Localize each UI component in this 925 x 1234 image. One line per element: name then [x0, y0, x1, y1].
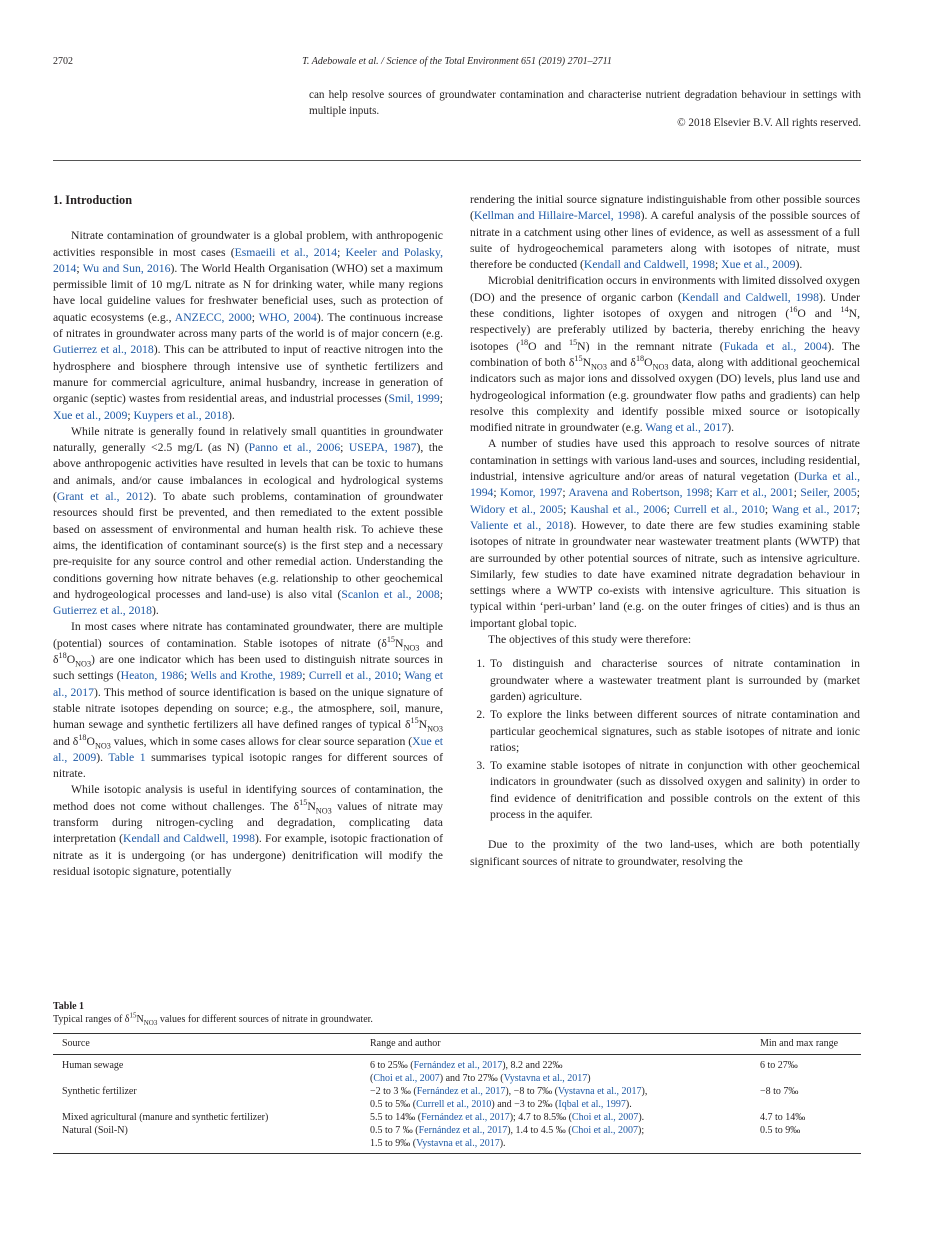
citation-link[interactable]: WHO, 2004	[258, 310, 317, 324]
list-item: 3. To examine stable isotopes of nitrate in conjunction with other geochemical indicators in groundwater (such as dissolved oxygen and salinity) in order to find evidence of denitrification and possible controls on the extent of this process in the aquifer.	[488, 758, 860, 823]
citation-link[interactable]: Karr et al., 2001	[715, 486, 794, 500]
citation-link[interactable]: Scanlon et al., 2008	[341, 587, 440, 601]
citation-link[interactable]: Choi et al., 2007	[373, 1073, 440, 1084]
citation-link[interactable]: Xue et al., 2009	[53, 734, 444, 764]
citation-link[interactable]: Xue et al., 2009	[53, 408, 128, 422]
citation-link[interactable]: Gutierrez et al., 2018	[53, 604, 152, 618]
running-header	[53, 56, 861, 72]
right-column	[470, 192, 860, 870]
citation-link[interactable]: Vystavna et al., 2017	[416, 1138, 500, 1149]
column-header: Source	[53, 1034, 361, 1055]
citation-link[interactable]: ANZECC, 2000	[174, 310, 252, 324]
citation-link[interactable]: Fernández et al., 2017	[421, 1112, 510, 1123]
table-cell: 0.5 to 7 ‰ (Fernández et al., 2017), 1.4 to 4.5 ‰ (Choi et al., 2007); 1.5 to 9‰ (Vystavna et al., 2017).	[361, 1124, 751, 1154]
table-cell: Human sewage	[62, 1060, 124, 1071]
citation-link[interactable]: Vystavna et al., 2017	[557, 1086, 642, 1097]
section-heading: 1. Introduction	[53, 193, 133, 207]
table-header-row	[53, 1034, 861, 1055]
table-caption	[53, 1000, 861, 1026]
citation-link[interactable]: Wang et al., 2017	[53, 669, 444, 699]
citation-link[interactable]: Kaushal et al., 2006	[570, 502, 667, 516]
citation-link[interactable]: Fernández et al., 2017	[416, 1086, 506, 1097]
citation-link[interactable]: Widory et al., 2005	[470, 502, 564, 516]
table-row	[53, 1085, 861, 1111]
isotope-ranges-table	[53, 1033, 861, 1154]
table-link[interactable]: Table 1	[108, 750, 146, 764]
citation-link[interactable]: Esmaeili et al., 2014	[234, 245, 338, 259]
citation-link[interactable]: Aravena and Robertson, 1998	[568, 486, 710, 500]
paragraph: A number of studies have used this approach to resolve sources of nitrate contamination in settings with various land-uses and sources, including residential, industrial, intensive agriculture and/or areas of natural vegetation (Durka et al., 1994; Komor, 1997; Aravena and Robertson, 1998; Karr et al., 2001; Seiler, 2005; Widory et al., 2005; Kaushal et al., 2006; Currell et al., 2010; Wang et al., 2017; Valiente et al., 2018). However, to date there are few studies examining stable isotopes of nitrate in groundwater near wastewater treatment plants (WWTP) that are surrounded by other potential sources of nitrate, such as intensive agriculture. Similarly, few studies to date have examined nitrate degradation behaviour in settings where a WWTP co-exists with intensive agriculture. This situation is typical within ‘peri-urban’ land (e.g. on the outer fringes of cities) and is thus an important global topic.	[470, 437, 860, 630]
table-cell: Natural (Soil-N)	[53, 1124, 361, 1154]
left-column	[53, 192, 443, 880]
paragraph: Nitrate contamination of groundwater is a global problem, with anthropogenic activities responsible in most cases (Esmaeili et al., 2014; Keeler and Polasky, 2014; Wu and Sun, 2016). The World Health Organisation (WHO) set a maximum permissible limit of 10 mg/L nitrate as N for drinking water, while many regions have local guideline values for freshwater beneficial uses, such as protection of aquatic ecosystems (e.g., ANZECC, 2000; WHO, 2004). The continuous increase of nitrates in groundwater across many parts of the world is of major concern (e.g. Gutierrez et al., 2018). This can be attributed to input of reactive nitrogen into the hydrosphere and biosphere through intensive use of synthetic fertilizers and manure for commercial agriculture, animal husbandry, increase in generation of organic (septic) wastes from residential areas, and industrial processes (Smil, 1999; Xue et al., 2009; Kuypers et al., 2018).	[53, 229, 444, 422]
running-title: T. Adebowale et al. / Science of the Total Environment 651 (2019) 2701–2711	[302, 56, 612, 67]
citation-link[interactable]: Fernández et al., 2017	[418, 1125, 508, 1136]
table-cell: Mixed agricultural (manure and synthetic fertilizer)	[62, 1112, 269, 1123]
citation-link[interactable]: Currell et al., 2010	[308, 669, 398, 683]
citation-link[interactable]: Currell et al., 2010	[416, 1099, 492, 1110]
objectives-list	[470, 656, 860, 823]
copyright-notice: © 2018 Elsevier B.V. All rights reserved.	[677, 117, 861, 129]
citation-link[interactable]: Heaton, 1986	[120, 669, 185, 683]
paragraph: While nitrate is generally found in relatively small quantities in groundwater naturally, generally <2.5 mg/L (as N) (Panno et al., 2006; USEPA, 1987), the above anthropogenic activities have resulted in levels that can be toxic to humans and animals, and/or cause imbalances in ecological and hydrological systems (Grant et al., 2012). To abate such problems, contamination of groundwater resources should first be prevented, and then remediated to the extent possible based on assessment of environmental and human health risk. To achieve these aims, the identification of contaminant source(s) is the first step and a necessary pre-requisite for any source control and other remedial action. Understanding the conditions governing how nitrate behaves (e.g. relationship to other geochemical and hydrogeological processes and land-use) is also vital (Scanlon et al., 2008; Gutierrez et al., 2018).	[53, 424, 444, 618]
citation-link[interactable]: Valiente et al., 2018	[470, 518, 570, 532]
citation-link[interactable]: Kendall and Caldwell, 1998	[681, 290, 819, 304]
citation-link[interactable]: USEPA, 1987	[348, 441, 417, 455]
table-cell: 6 to 25‰ (Fernández et al., 2017), 8.2 and 22‰ (Choi et al., 2007) and 7to 27‰ (Vystavna et al., 2017)	[370, 1060, 591, 1084]
table-cell: −2 to 3 ‰ (Fernández et al., 2017), −8 to 7‰ (Vystavna et al., 2017), 0.5 to 5‰ (Currell et al., 2010) and −3 to 2‰ (Iqbal et al., 1997).	[370, 1086, 648, 1110]
citation-link[interactable]: Durka et al., 1994	[470, 470, 860, 500]
citation-link[interactable]: Fukada et al., 2004	[723, 339, 828, 353]
citation-link[interactable]: Choi et al., 2007	[571, 1112, 639, 1123]
table-cell: −8 to 7‰	[760, 1086, 799, 1097]
citation-link[interactable]: Seiler, 2005	[800, 486, 857, 500]
citation-link[interactable]: Gutierrez et al., 2018	[53, 343, 154, 357]
citation-link[interactable]: Wang et al., 2017	[645, 421, 728, 435]
table-cell: Synthetic fertilizer	[62, 1086, 137, 1097]
list-item: 1. To distinguish and characterise sources of nitrate contamination in groundwater where a wastewater treatment plant is surrounded by (market garden) agriculture.	[488, 656, 860, 705]
table-caption-text: Typical ranges of $\delta^{15}N_{NO3}$ values for different sources of nitrate in groundwater.	[53, 1011, 373, 1027]
table-cell: 0.5 to 9‰	[751, 1124, 861, 1154]
citation-link[interactable]: Currell et al., 2010	[673, 502, 765, 516]
citation-link[interactable]: Kendall and Caldwell, 1998	[583, 258, 716, 272]
column-header: Range and author	[361, 1034, 751, 1055]
citation-link[interactable]: Choi et al., 2007	[571, 1125, 639, 1136]
section-divider	[53, 160, 861, 161]
citation-link[interactable]: Wang et al., 2017	[771, 502, 857, 516]
table-cell: 5.5 to 14‰ (Fernández et al., 2017); 4.7 to 8.5‰ (Choi et al., 2007).	[370, 1112, 645, 1123]
citation-link[interactable]: Panno et al., 2006	[248, 441, 341, 455]
citation-link[interactable]: Komor, 1997	[500, 486, 563, 500]
paragraph: While isotopic analysis is useful in identifying sources of contamination, the method does not come without challenges. The $\delta^{15}N_{NO3}$ values of nitrate may transform during nitrogen-cycling and degradation, complicating data interpretation (Kendall and Caldwell, 1998). For example, isotopic fractionation of nitrate as it is undergoing (or has undergone) denitrification will modify the residual isotopic signature, potentially	[53, 783, 443, 878]
column-header: Min and max range	[751, 1034, 861, 1055]
page-number: 2702	[53, 56, 73, 67]
citation-link[interactable]: Fernández et al., 2017	[413, 1060, 503, 1071]
paragraph: Microbial denitrification occurs in environments with limited dissolved oxygen (DO) and the presence of organic carbon (Kendall and Caldwell, 1998). Under these conditions, lighter isotopes of oxygen and nitrogen ($^{16}$O and $^{14}$N, respectively) are preferably utilized by bacteria, thereby enriching the heavy isotopes ($^{18}$O and $^{15}$N) in the remnant nitrate (Fukada et al., 2004). The combination of both $\delta^{15}N_{NO3}$ and $\delta^{18}O_{NO3}$ data, along with additional geochemical indicators such as major ions and dissolved oxygen (DO) levels, plus land use and hydrogeological information (e.g. groundwater flow paths and gradients) can help resolve this complexity and identify possible mixed source or isotopically modified nitrate in groundwater (e.g. Wang et al., 2017).	[470, 274, 860, 435]
abstract-ending: can help resolve sources of groundwater contamination and characterise nutrient degradation behaviour in settings with multiple inputs.	[309, 89, 861, 117]
table-cell: 6 to 27‰	[760, 1060, 798, 1071]
table-cell: 4.7 to 14‰	[760, 1112, 806, 1123]
citation-link[interactable]: Kuypers et al., 2018	[133, 408, 228, 422]
citation-link[interactable]: Grant et al., 2012	[56, 490, 150, 504]
paragraph: In most cases where nitrate has contaminated groundwater, there are multiple (potential) sources of contamination. Stable isotopes of nitrate ($\delta^{15}N_{NO3}$ and $\delta^{18}O_{NO3}$) are one indicator which has been used to distinguish nitrate sources in such settings (Heaton, 1986; Wells and Krothe, 1989; Currell et al., 2010; Wang et al., 2017). This method of source identification is based on the unique signature of stable nitrate isotopes depending on source; e.g., the atmosphere, soil, manure, human sewage and synthetic fertilizers all have defined ranges of typical $\delta^{15}N_{NO3}$ and $\delta^{18}O_{NO3}$ values, which in some cases allows for clear source separation (Xue et al., 2009). Table 1 summarises typical isotopic ranges for different sources of nitrate.	[53, 620, 444, 781]
citation-link[interactable]: Kendall and Caldwell, 1998	[123, 832, 255, 846]
table-row	[53, 1055, 861, 1086]
paragraph: Due to the proximity of the two land-uses, which are both potentially significant sources of nitrate to groundwater, resolving the	[470, 838, 860, 868]
table-row	[53, 1124, 861, 1154]
citation-link[interactable]: Keeler and Polasky, 2014	[53, 245, 444, 275]
citation-link[interactable]: Smil, 1999	[388, 392, 440, 406]
table-row	[53, 1111, 861, 1124]
table-label: Table 1	[53, 1001, 85, 1012]
citation-link[interactable]: Iqbal et al., 1997	[558, 1099, 626, 1110]
citation-link[interactable]: Vystavna et al., 2017	[503, 1073, 588, 1084]
list-item: 2. To explore the links between different sources of nitrate contamination and particular geochemical signatures, such as stable isotopes of nitrate and ionic ratios;	[488, 707, 860, 756]
citation-link[interactable]: Kellman and Hillaire-Marcel, 1998	[473, 209, 641, 223]
citation-link[interactable]: Wu and Sun, 2016	[82, 261, 171, 275]
citation-link[interactable]: Wells and Krothe, 1989	[190, 669, 303, 683]
paragraph: The objectives of this study were therefore:	[488, 633, 692, 647]
paragraph: rendering the initial source signature indistinguishable from other possible sources (Kellman and Hillaire-Marcel, 1998). A careful analysis of the possible sources of nitrate in a catchment using other lines of evidence, as well as assessment of a full suite of hydrogeochemical parameters along with isotopes of nitrate, must therefore be conducted (Kendall and Caldwell, 1998; Xue et al., 2009).	[470, 193, 860, 272]
citation-link[interactable]: Xue et al., 2009	[721, 258, 796, 272]
